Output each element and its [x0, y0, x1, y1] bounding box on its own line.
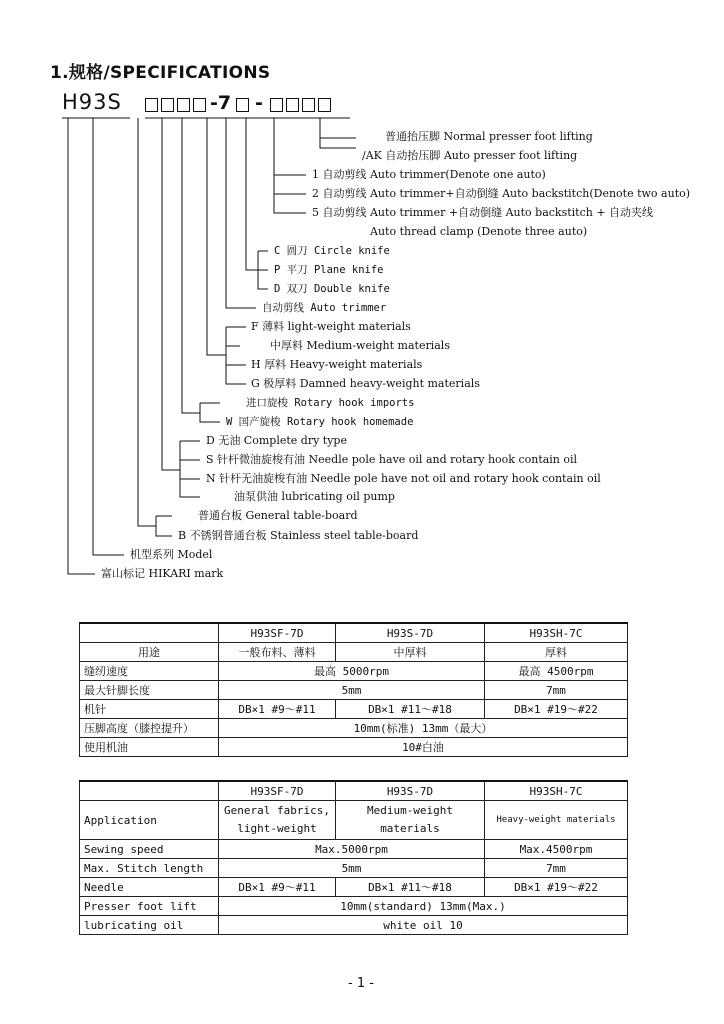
table-cell: white oil 10 — [219, 916, 628, 935]
model-code-prefix: H93S — [62, 90, 122, 114]
legend-auto-presser: /AK 自动抬压脚 Auto presser foot lifting — [362, 149, 578, 162]
table-header-cell: H93S-7D — [336, 623, 485, 643]
row-label: lubricating oil — [80, 916, 219, 935]
table-header-cell: H93S-7D — [336, 781, 485, 801]
legend-table-stainless: B 不锈钢普通台板 Stainless steel table-board — [178, 529, 419, 542]
section-heading: 1.规格/SPECIFICATIONS — [50, 63, 271, 83]
model-code-mid: -7 — [210, 92, 232, 114]
table-cell: DB×1 #19～#22 — [485, 878, 628, 897]
table-row — [80, 897, 628, 916]
legend-material-f: F 薄料 light-weight materials — [251, 320, 411, 333]
table-row — [80, 700, 628, 719]
table-cell: 5mm — [219, 859, 485, 878]
table-header-cell: H93SF-7D — [219, 623, 336, 643]
table-header-cell — [80, 623, 219, 643]
row-label: Max. Stitch length — [80, 859, 219, 878]
table-cell: 5mm — [219, 681, 485, 700]
table-cell: 厚料 — [485, 643, 628, 662]
table-cell: 7mm — [485, 681, 628, 700]
table-cell: 最高 5000rpm — [219, 662, 485, 681]
page-number: - 1 - — [348, 976, 374, 991]
row-label: 压脚高度（膝控提升） — [80, 719, 219, 738]
table-cell: DB×1 #11～#18 — [336, 700, 485, 719]
legend-oil-d: D 无油 Complete dry type — [206, 434, 347, 447]
row-label: Presser foot lift — [80, 897, 219, 916]
table-cell — [219, 801, 336, 840]
row-label: 使用机油 — [80, 738, 219, 757]
legend-trimmer-5: 5 自动剪线 Auto trimmer +自动倒缝 Auto backstitch + 自动夹线 — [312, 206, 654, 219]
table-row — [80, 719, 628, 738]
table-row — [80, 801, 628, 840]
row-label: Sewing speed — [80, 840, 219, 859]
row-label: Needle — [80, 878, 219, 897]
table-cell: Max.5000rpm — [219, 840, 485, 859]
table-cell: Heavy-weight materials — [485, 801, 628, 840]
legend-oil-pump: 油泵供油 lubricating oil pump — [234, 490, 395, 503]
table-row — [80, 662, 628, 681]
legend-trimmer-1: 1 自动剪线 Auto trimmer(Denote one auto) — [312, 168, 546, 181]
row-label: 用途 — [80, 643, 219, 662]
table-cell: 7mm — [485, 859, 628, 878]
row-label: 缝纫速度 — [80, 662, 219, 681]
table-cell: 最高 4500rpm — [485, 662, 628, 681]
row-label: 最大针脚长度 — [80, 681, 219, 700]
legend-trimmer-2: 2 自动剪线 Auto trimmer+自动倒缝 Auto backstitch(Denote two auto) — [312, 187, 691, 200]
legend-oil-s: S 针杆微油旋梭有油 Needle pole have oil and rotary hook contain oil — [206, 453, 578, 466]
table-header-cell: H93SF-7D — [219, 781, 336, 801]
legend-hook-imports: 进口旋梭 Rotary hook imports — [246, 397, 415, 409]
table-cell: Max.4500rpm — [485, 840, 628, 859]
legend-material-g: G 极厚料 Damned heavy-weight materials — [251, 377, 480, 390]
table-header-cell: H93SH-7C — [485, 781, 628, 801]
cell-line: Medium-weight — [366, 804, 454, 817]
table-cell: DB×1 #19～#22 — [485, 700, 628, 719]
table-cell: 10mm(标准) 13mm（最大） — [219, 719, 628, 738]
table-header-cell: H93SH-7C — [485, 623, 628, 643]
table-row — [80, 681, 628, 700]
table-cell — [336, 801, 485, 840]
cell-line: materials — [380, 822, 440, 835]
legend-auto-trimmer: 自动剪线 Auto trimmer — [262, 302, 387, 314]
table-cell: DB×1 #9～#11 — [219, 700, 336, 719]
table-row — [80, 840, 628, 859]
table-cell: 10#白油 — [219, 738, 628, 757]
legend-material-medium: 中厚料 Medium-weight materials — [270, 339, 450, 352]
table-header-cell — [80, 781, 219, 801]
legend-hikari-mark: 富山标记 HIKARI mark — [101, 567, 224, 580]
spec-table-english — [79, 780, 628, 935]
table-cell: DB×1 #11～#18 — [336, 878, 485, 897]
table-row — [80, 859, 628, 878]
table-cell: 10mm(standard) 13mm(Max.) — [219, 897, 628, 916]
table-cell: DB×1 #9～#11 — [219, 878, 336, 897]
model-code-dash: - — [255, 92, 263, 114]
row-label: 机针 — [80, 700, 219, 719]
legend-knife-d: D 双刀 Double knife — [274, 283, 390, 295]
legend-oil-n: N 针杆无油旋梭有油 Needle pole have not oil and rotary hook contain oil — [206, 472, 601, 485]
table-cell: 一般布料、薄料 — [219, 643, 336, 662]
table-row — [80, 878, 628, 897]
legend-normal-presser: 普通抬压脚 Normal presser foot lifting — [385, 130, 593, 143]
table-row — [80, 738, 628, 757]
spec-table-chinese — [79, 622, 628, 757]
legend-material-h: H 厚料 Heavy-weight materials — [251, 358, 423, 371]
legend-trimmer-5-cont: Auto thread clamp (Denote three auto) — [370, 225, 588, 238]
table-cell: 中厚料 — [336, 643, 485, 662]
legend-knife-c: C 圆刀 Circle knife — [274, 245, 390, 257]
legend-model: 机型系列 Model — [130, 548, 213, 561]
table-row — [80, 916, 628, 935]
legend-hook-homemade: W 国产旋梭 Rotary hook homemade — [226, 416, 414, 428]
cell-line: General fabrics, — [224, 804, 330, 817]
legend-knife-p: P 平刀 Plane knife — [274, 264, 384, 276]
cell-line: light-weight — [237, 822, 317, 835]
table-row — [80, 643, 628, 662]
row-label: Application — [80, 801, 219, 840]
legend-table-general: 普通台板 General table-board — [198, 509, 358, 522]
